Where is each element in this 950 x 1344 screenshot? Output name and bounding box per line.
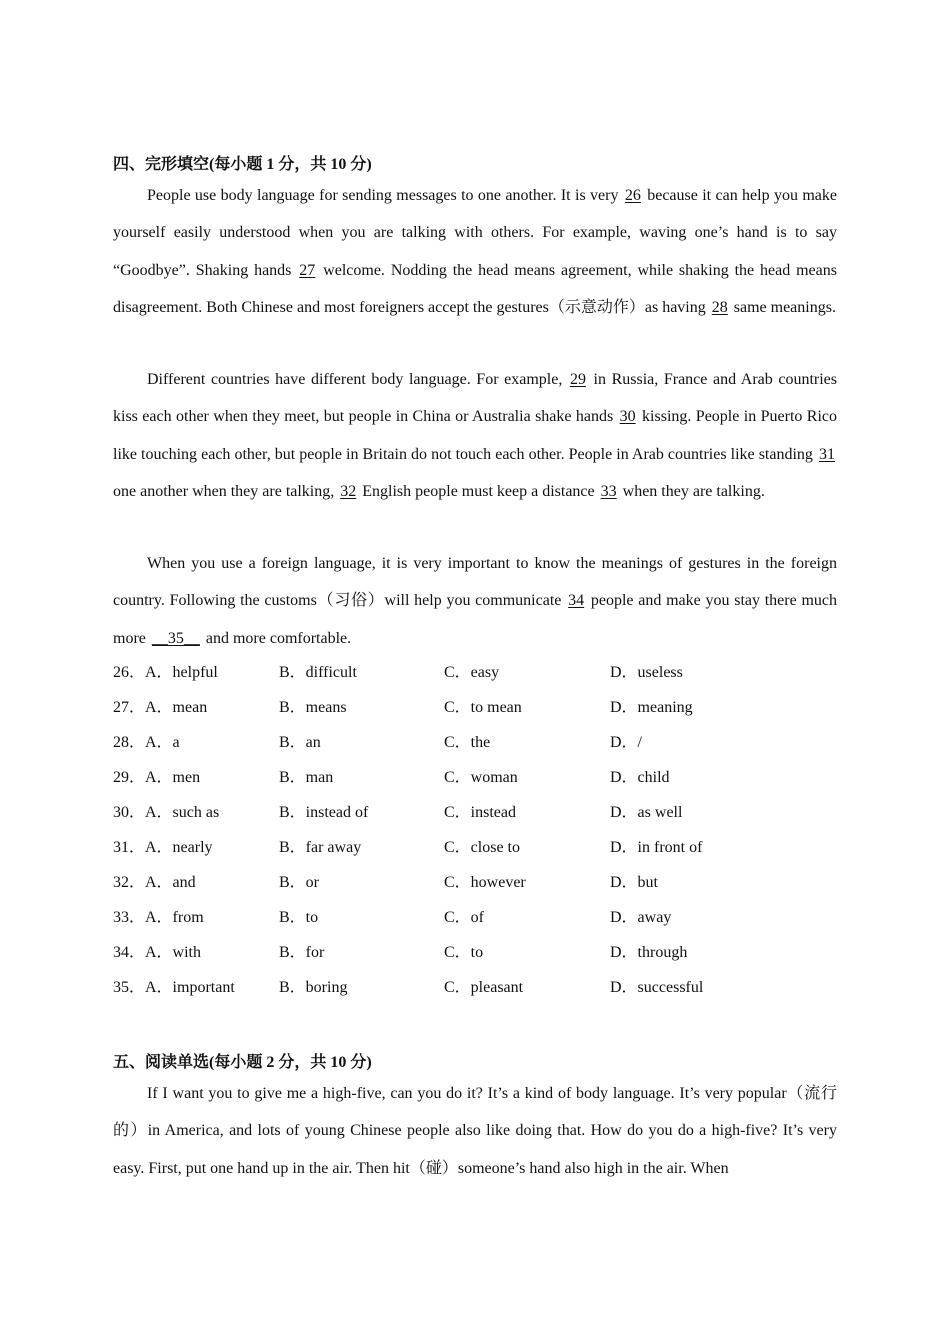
question-31 bbox=[113, 830, 837, 865]
cloze-paragraph-2: Different countries have different body language. For example, 29 in Russia, France and Arab countries kiss each other when they meet, but people in China or Australia shake hands 30 kissing. People in Puerto Rico like touching each other, but people in Britain do not touch each other. People in Arab countries like standing 31 one another when they are talking, 32 English people must keep a distance 33 when they are talking. bbox=[113, 361, 837, 511]
option-b: B．means bbox=[279, 699, 347, 716]
cloze-paragraph-1: People use body language for sending messages to one another. It is very 26 because it can help you make yourself easily understood when you are talking with others. For example, waving one’s hand is to say “Goodbye”. Shaking hands 27 welcome. Nodding the head means agreement, while shaking the head means disagreement. Both Chinese and most foreigners accept the gestures（示意动作）as having 28 same meanings. bbox=[113, 177, 837, 327]
question-34 bbox=[113, 935, 837, 970]
option-b: B．boring bbox=[279, 979, 348, 996]
option-d: D．/ bbox=[610, 734, 643, 751]
option-a: 34．A．with bbox=[113, 944, 202, 961]
option-d: D．useless bbox=[610, 664, 683, 681]
question-35 bbox=[113, 970, 837, 1005]
option-a: 35．A．important bbox=[113, 979, 235, 996]
question-28 bbox=[113, 725, 837, 760]
option-d: D．as well bbox=[610, 804, 683, 821]
option-a: 33．A．from bbox=[113, 909, 204, 926]
option-d: D．but bbox=[610, 874, 659, 891]
option-a: 28．A．a bbox=[113, 734, 180, 751]
option-d: D．through bbox=[610, 944, 688, 961]
question-29 bbox=[113, 760, 837, 795]
option-b: B．difficult bbox=[279, 664, 357, 681]
blank-26: 26 bbox=[624, 187, 641, 204]
blank-35: __35__ bbox=[151, 629, 200, 647]
option-d: D．meaning bbox=[610, 699, 693, 716]
option-c: C．however bbox=[444, 874, 526, 891]
option-c: C．to mean bbox=[444, 699, 522, 716]
option-a: 31．A．nearly bbox=[113, 839, 213, 856]
option-b: B．for bbox=[279, 944, 325, 961]
question-26 bbox=[113, 655, 837, 690]
option-b: B．an bbox=[279, 734, 321, 751]
section-4-title: 四、完形填空(每小题 1 分，共 10 分) bbox=[113, 156, 372, 173]
options-list bbox=[113, 655, 837, 1005]
question-33 bbox=[113, 900, 837, 935]
blank-31: 31 bbox=[819, 445, 835, 463]
option-d: D．child bbox=[610, 769, 670, 786]
option-b: B．far away bbox=[279, 839, 362, 856]
cloze-paragraph-3: When you use a foreign language, it is very important to know the meanings of gestures in the foreign country. Following the customs（习俗）will help you communicate 34 people and make you stay there much more __35__ and more comfortable. bbox=[113, 545, 837, 657]
option-c: C．of bbox=[444, 909, 485, 926]
option-c: C．to bbox=[444, 944, 484, 961]
option-c: C．close to bbox=[444, 839, 520, 856]
option-a: 32．A．and bbox=[113, 874, 196, 891]
option-b: B．instead of bbox=[279, 804, 369, 821]
option-a: 26．A．helpful bbox=[113, 664, 218, 681]
blank-32: 32 bbox=[340, 483, 357, 501]
option-b: B．man bbox=[279, 769, 334, 786]
question-27 bbox=[113, 690, 837, 725]
blank-27: 27 bbox=[299, 261, 316, 279]
option-c: C．woman bbox=[444, 769, 518, 786]
option-a: 27．A．mean bbox=[113, 699, 208, 716]
option-b: B．to bbox=[279, 909, 319, 926]
option-d: D．in front of bbox=[610, 839, 703, 856]
option-d: D．away bbox=[610, 909, 672, 926]
blank-29: 29 bbox=[569, 371, 586, 388]
blank-28: 28 bbox=[711, 299, 728, 317]
reading-paragraph-1: If I want you to give me a high-five, can you do it? It’s a kind of body language. It’s very popular（流行的）in America, and lots of young Chinese people also like doing that. How do you do a high-five? It’s very easy. First, put one hand up in the air. Then hit（碰）someone’s hand also high in the air. When bbox=[113, 1085, 837, 1177]
option-a: 29．A．men bbox=[113, 769, 201, 786]
question-30 bbox=[113, 795, 837, 830]
option-a: 30．A．such as bbox=[113, 804, 220, 821]
blank-30: 30 bbox=[619, 408, 636, 426]
question-32 bbox=[113, 865, 837, 900]
option-c: C．pleasant bbox=[444, 979, 524, 996]
blank-33: 33 bbox=[600, 483, 617, 501]
option-c: C．instead bbox=[444, 804, 516, 821]
option-c: C．the bbox=[444, 734, 491, 751]
blank-34: 34 bbox=[568, 592, 585, 610]
option-c: C．easy bbox=[444, 664, 500, 681]
option-b: B．or bbox=[279, 874, 320, 891]
option-d: D．successful bbox=[610, 979, 704, 996]
section-5-title: 五、阅读单选(每小题 2 分，共 10 分) bbox=[113, 1054, 372, 1071]
